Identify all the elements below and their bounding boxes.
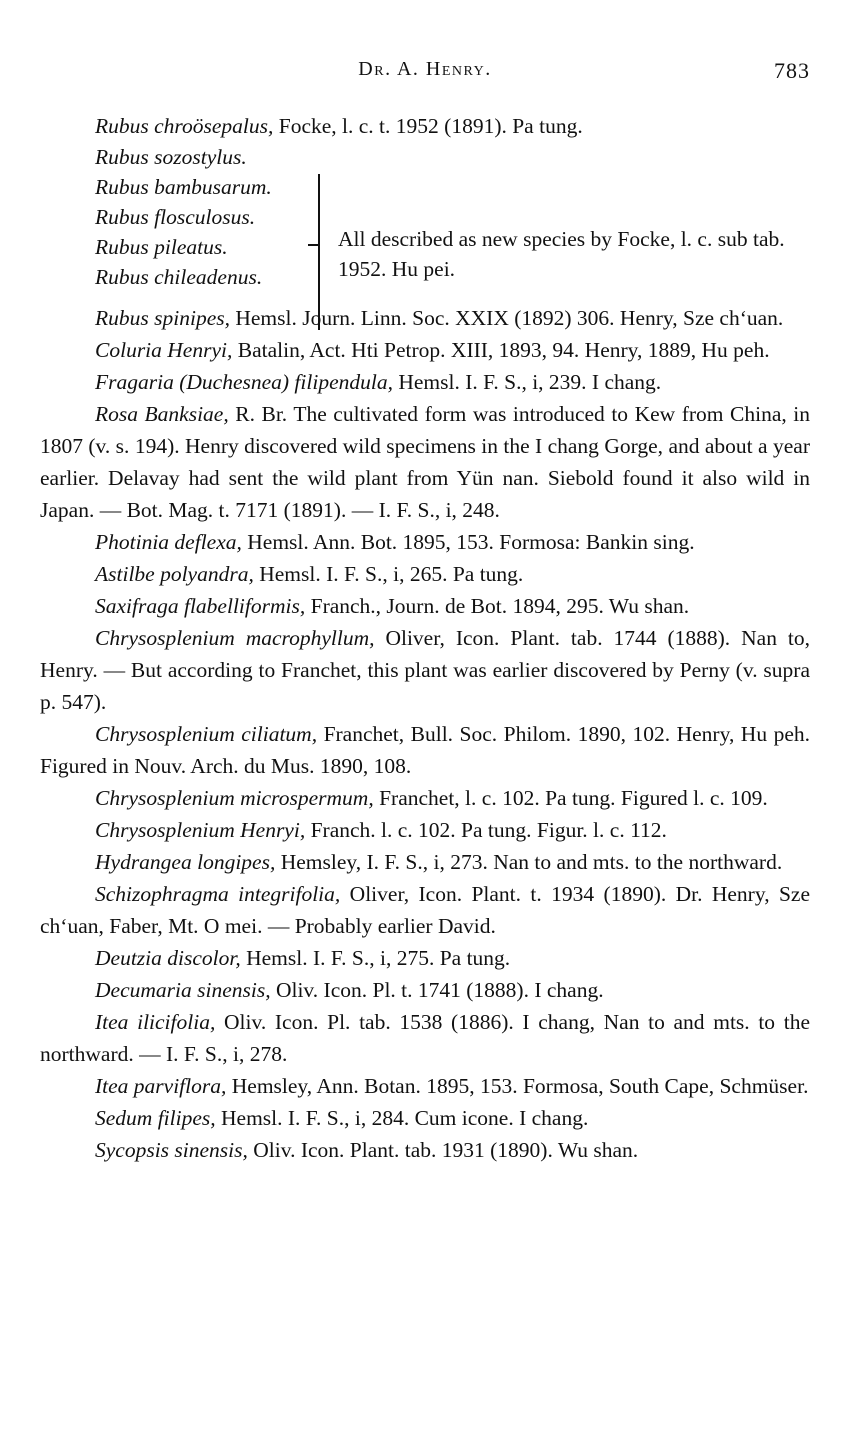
species-entry (40, 1102, 810, 1134)
species-entry (40, 878, 810, 942)
species-entry (40, 782, 810, 814)
species-name: Itea ilicifolia, (95, 1010, 216, 1034)
species-citation: Oliv. Icon. Pl. t. 1741 (1888). I chang. (270, 978, 604, 1002)
species-citation: Batalin, Act. Hti Petrop. XIII, 1893, 94. Henry, 1889, Hu peh. (232, 338, 770, 362)
page-number: 783 (774, 58, 810, 83)
species-name: Rubus flosculosus. (95, 205, 256, 229)
species-name: Chrysosplenium macrophyllum, (95, 626, 375, 650)
species-citation: Hemsl. Ann. Bot. 1895, 153. Formosa: Bankin sing. (241, 530, 695, 554)
species-entry (40, 814, 810, 846)
group-note: All described as new species by Focke, l. c. sub tab. 1952. Hu pei. (338, 227, 785, 281)
species-name: Schizophragma integrifolia, (95, 882, 341, 906)
species-entry (40, 622, 810, 718)
brace-tip (308, 244, 318, 246)
species-citation: Franch., Journ. de Bot. 1894, 295. Wu shan. (305, 594, 690, 618)
species-entry (40, 1134, 810, 1166)
species-name: Rubus chileadenus. (95, 265, 263, 289)
species-citation: Franch. l. c. 102. Pa tung. Figur. l. c. 112. (305, 818, 667, 842)
species-name: Chrysosplenium microspermum, (95, 786, 374, 810)
species-name: Rubus pileatus. (95, 235, 228, 259)
species-name: Hydrangea longipes, (95, 850, 276, 874)
species-citation: Hemsl. I. F. S., i, 265. Pa tung. (253, 562, 524, 586)
species-citation: Hemsl. I. F. S., i, 284. Cum icone. I chang. (215, 1106, 589, 1130)
species-name: Rubus sozostylus. (95, 145, 247, 169)
species-name: Itea parviflora, (95, 1074, 227, 1098)
species-entry (40, 1006, 810, 1070)
species-name: Rosa Banksiae, (95, 402, 229, 426)
species-citation: Hemsl. Journ. Linn. Soc. XXIX (1892) 306. Henry, Sze chʻuan. (229, 306, 784, 330)
species-entry (40, 558, 810, 590)
species-entry (40, 942, 810, 974)
species-citation: Hemsl. I. F. S., i, 275. Pa tung. (240, 946, 511, 970)
species-name: Rubus spinipes, (95, 306, 230, 330)
species-name: Coluria Henryi, (95, 338, 233, 362)
species-entry (40, 590, 810, 622)
species-entry (40, 334, 810, 366)
bracketed-species-group (40, 142, 810, 302)
species-list (40, 302, 810, 1166)
group-names (95, 142, 272, 292)
species-name: Rubus chroösepalus, (95, 114, 274, 138)
species-entry (40, 366, 810, 398)
species-entry (40, 302, 810, 334)
species-entry (40, 398, 810, 526)
page-body (40, 110, 810, 1166)
species-name: Deutzia discolor, (95, 946, 241, 970)
species-entry (40, 526, 810, 558)
species-citation: Oliv. Icon. Plant. tab. 1931 (1890). Wu shan. (247, 1138, 639, 1162)
species-name: Sycopsis sinensis, (95, 1138, 248, 1162)
brace-line (318, 174, 326, 330)
species-name: Sedum filipes, (95, 1106, 216, 1130)
species-citation: Oliv. Icon. Pl. tab. 1538 (1886). I chang, Nan to and mts. to the northward. — I. F. S., i, 278. (40, 1010, 810, 1066)
species-entry (40, 110, 810, 142)
species-citation: R. Br. The cultivated form was introduced to Kew from China, in 1807 (v. s. 194). Henry discovered wild specimens in the I chang Gorge, and about a year earlier. Delavay had sent the wild plant from Yün nan. Siebold found it also wild in Japan. — Bot. Mag. t. 7171 (1891). — I. F. S., i, 248. (40, 402, 811, 522)
species-name: Rubus bambusarum. (95, 175, 272, 199)
species-name: Fragaria (Duchesnea) filipendula, (95, 370, 393, 394)
species-name: Photinia deflexa, (95, 530, 242, 554)
species-citation: Focke, l. c. t. 1952 (1891). Pa tung. (273, 114, 583, 138)
species-citation: Hemsley, I. F. S., i, 273. Nan to and mts. to the northward. (275, 850, 783, 874)
species-citation: Hemsley, Ann. Botan. 1895, 153. Formosa, South Cape, Schmüser. (226, 1074, 809, 1098)
species-entry (40, 846, 810, 878)
species-entry (40, 718, 810, 782)
species-citation: Oliver, Icon. Plant. tab. 1744 (1888). Nan to, Henry. — But according to Franchet, this plant was earlier discovered by Perny (v. supra p. 547). (40, 626, 811, 714)
species-citation: Hemsl. I. F. S., i, 239. I chang. (392, 370, 662, 394)
species-name: Chrysosplenium ciliatum, (95, 722, 318, 746)
species-entry (40, 1070, 810, 1102)
species-name: Decumaria sinensis, (95, 978, 271, 1002)
page-header (40, 58, 810, 90)
species-citation: Franchet, Bull. Soc. Philom. 1890, 102. Henry, Hu peh. Figured in Nouv. Arch. du Mus. 1890, 108. (40, 722, 810, 778)
species-name: Saxifraga flabelliformis, (95, 594, 306, 618)
species-citation: Franchet, l. c. 102. Pa tung. Figured l. c. 109. (373, 786, 768, 810)
running-head: Dr. A. Henry. (358, 58, 492, 80)
species-citation: Oliver, Icon. Plant. t. 1934 (1890). Dr. Henry, Sze chʻuan, Faber, Mt. O mei. — Probably earlier David. (40, 882, 810, 938)
species-name: Astilbe polyandra, (95, 562, 254, 586)
species-name: Chrysosplenium Henryi, (95, 818, 306, 842)
species-entry (40, 974, 810, 1006)
